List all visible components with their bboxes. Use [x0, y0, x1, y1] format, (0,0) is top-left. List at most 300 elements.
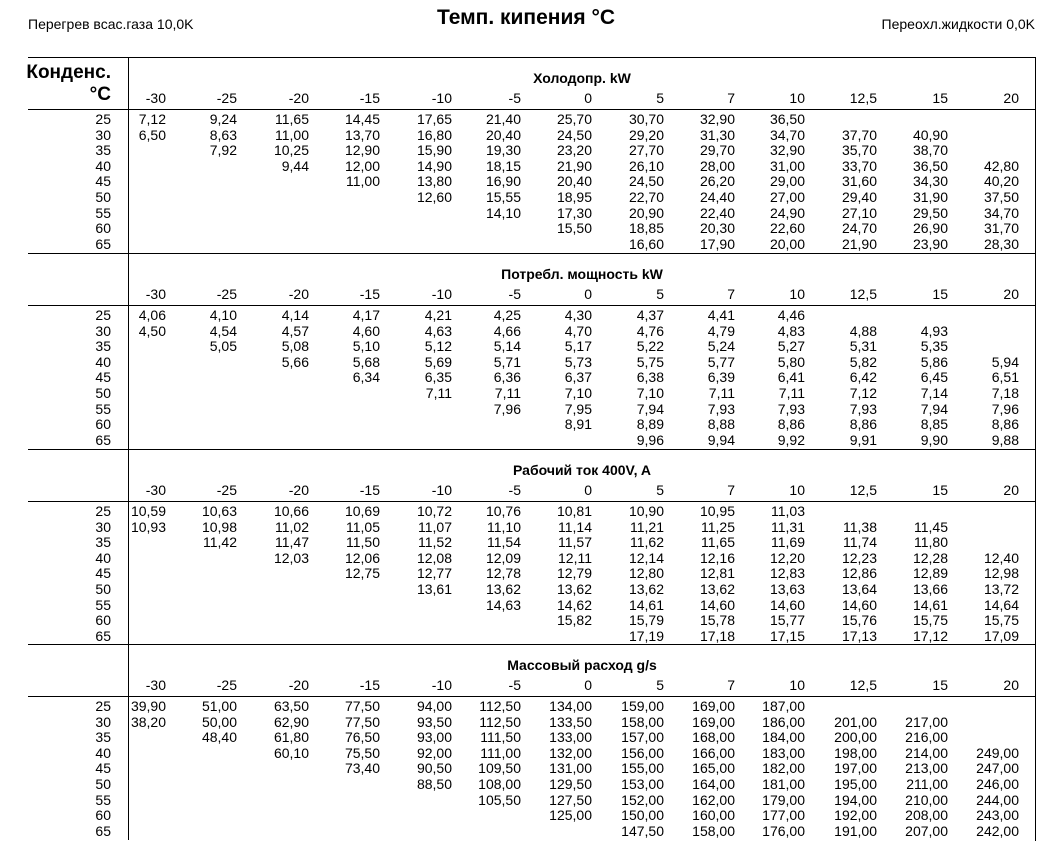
table-cell: 7,11	[778, 385, 805, 401]
table-cell: 11,80	[914, 534, 948, 551]
table-cell: 7,11	[425, 385, 452, 401]
table-cell: 12,83	[769, 565, 805, 582]
cond-temp-label: 50	[95, 776, 111, 792]
table-cell: 24,90	[769, 204, 805, 221]
table-cell: 17,65	[416, 111, 452, 127]
table-cell: 32,90	[769, 142, 805, 159]
table-cell: 217,00	[905, 713, 948, 730]
evap-temp-header: 20	[1003, 286, 1019, 302]
table-cell: 7,18	[991, 385, 1019, 401]
table-cell: 34,30	[912, 173, 948, 190]
superheat-label: Перегрев всас.газа 10,0K	[28, 16, 194, 32]
table-cell: 77,50	[344, 713, 380, 730]
table-cell: 4,54	[209, 322, 237, 339]
table-cell: 4,50	[138, 322, 166, 339]
table-cell: 169,00	[692, 698, 735, 714]
cond-temp-label: 50	[95, 189, 111, 205]
table-cell: 12,79	[556, 565, 592, 582]
table-cell: 4,60	[352, 322, 380, 339]
table-cell: 7,96	[493, 400, 521, 417]
table-cell: 11,50	[346, 534, 380, 551]
table-cell: 216,00	[905, 729, 948, 746]
table-cell: 7,14	[920, 385, 948, 401]
table-cell: 159,00	[621, 698, 664, 714]
cond-temp-label: 30	[95, 126, 111, 143]
evap-temp-header: 0	[584, 90, 592, 106]
header-divider	[28, 305, 1035, 306]
table-cell: 24,40	[699, 189, 735, 205]
table-cell: 4,21	[424, 307, 452, 323]
table-cell: 17,12	[912, 627, 948, 644]
table-cell: 129,50	[549, 776, 592, 792]
table-cell: 4,41	[707, 307, 735, 323]
table-cell: 31,00	[769, 157, 805, 174]
evap-temp-header: -15	[359, 90, 380, 106]
table-cell: 14,60	[699, 596, 735, 613]
evap-temp-header: -25	[216, 677, 237, 693]
table-cell: 38,20	[130, 713, 166, 730]
table-cell: 160,00	[692, 807, 735, 824]
table-cell: 15,76	[841, 612, 877, 629]
table-cell: 34,70	[983, 204, 1019, 221]
table-cell: 243,00	[976, 807, 1019, 824]
evap-temp-header: 12,5	[849, 677, 877, 693]
table-cell: 9,24	[209, 111, 237, 127]
evap-temp-header: -15	[359, 482, 380, 498]
cond-temp-label: 55	[95, 204, 111, 221]
evap-temp-header: 7	[727, 90, 735, 106]
section-divider	[28, 253, 1035, 254]
table-cell: 9,90	[920, 431, 948, 448]
table-cell: 8,85	[920, 416, 948, 433]
table-cell: 13,62	[699, 581, 735, 597]
table-cell: 7,94	[636, 400, 664, 417]
table-cell: 15,79	[628, 612, 664, 629]
evap-temp-header: -20	[288, 677, 309, 693]
table-cell: 127,50	[549, 791, 592, 808]
table-cell: 15,75	[912, 612, 948, 629]
table-cell: 12,03	[273, 549, 309, 566]
table-cell: 166,00	[692, 744, 735, 761]
cond-temp-label: 45	[95, 369, 111, 386]
table-cell: 8,89	[636, 416, 664, 433]
table-cell: 4,66	[493, 322, 521, 339]
header-divider	[28, 696, 1035, 697]
table-cell: 176,00	[762, 822, 805, 839]
table-cell: 165,00	[692, 760, 735, 777]
section-title: Рабочий ток 400V, A	[513, 462, 651, 478]
cond-temp-label: 30	[95, 518, 111, 535]
table-cell: 11,74	[843, 534, 877, 551]
cond-temp-label: 65	[95, 235, 111, 252]
table-cell: 5,08	[281, 338, 309, 355]
table-cell: 5,73	[564, 353, 592, 370]
table-cell: 15,75	[983, 612, 1019, 629]
table-cell: 22,60	[769, 220, 805, 237]
table-cell: 158,00	[621, 713, 664, 730]
table-cell: 109,50	[478, 760, 521, 777]
table-cell: 11,10	[487, 518, 521, 535]
table-cell: 11,21	[630, 518, 664, 535]
table-cell: 14,63	[485, 596, 521, 613]
table-cell: 133,50	[549, 713, 592, 730]
table-cell: 13,72	[983, 581, 1019, 597]
cond-temp-label: 65	[95, 822, 111, 839]
cond-temp-label: 40	[95, 157, 111, 174]
table-cell: 35,70	[841, 142, 877, 159]
table-cell: 11,00	[275, 126, 309, 143]
table-cell: 9,96	[636, 431, 664, 448]
table-cell: 7,95	[564, 400, 592, 417]
table-cell: 7,10	[564, 385, 592, 401]
table-cell: 12,23	[841, 549, 877, 566]
cond-temp-label: 55	[95, 596, 111, 613]
table-cell: 7,92	[209, 142, 237, 159]
table-cell: 12,77	[416, 565, 452, 582]
table-cell: 6,41	[777, 369, 805, 386]
table-cell: 37,70	[841, 126, 877, 143]
table-cell: 14,61	[912, 596, 948, 613]
cond-temp-label: 65	[95, 627, 111, 644]
evap-temp-header: -15	[359, 677, 380, 693]
cond-temp-label: 35	[95, 729, 111, 746]
table-cell: 10,66	[273, 503, 309, 519]
table-cell: 177,00	[762, 807, 805, 824]
table-cell: 16,90	[485, 173, 521, 190]
table-cell: 14,45	[344, 111, 380, 127]
table-cell: 26,90	[912, 220, 948, 237]
table-cell: 24,70	[841, 220, 877, 237]
table-cell: 11,42	[203, 534, 237, 551]
table-cell: 20,00	[769, 235, 805, 252]
table-cell: 8,86	[849, 416, 877, 433]
table-cell: 17,19	[628, 627, 664, 644]
table-cell: 93,50	[416, 713, 452, 730]
table-cell: 5,17	[564, 338, 592, 355]
table-cell: 11,14	[558, 518, 592, 535]
table-cell: 6,39	[707, 369, 735, 386]
table-cell: 31,30	[699, 126, 735, 143]
table-cell: 12,16	[699, 549, 735, 566]
table-cell: 31,70	[983, 220, 1019, 237]
table-cell: 27,10	[841, 204, 877, 221]
table-cell: 11,54	[487, 534, 521, 551]
table-cell: 13,66	[912, 581, 948, 597]
table-cell: 8,86	[991, 416, 1019, 433]
table-cell: 4,17	[352, 307, 380, 323]
cond-temp-label: 50	[95, 581, 111, 597]
cond-temp-label: 60	[95, 612, 111, 629]
table-cell: 5,94	[991, 353, 1019, 370]
table-cell: 181,00	[762, 776, 805, 792]
table-cell: 4,70	[564, 322, 592, 339]
table-cell: 244,00	[976, 791, 1019, 808]
table-cell: 23,90	[912, 235, 948, 252]
table-cell: 29,00	[769, 173, 805, 190]
table-cell: 7,12	[138, 111, 166, 127]
table-cell: 6,51	[991, 369, 1019, 386]
table-cell: 4,46	[777, 307, 805, 323]
evap-temp-header: -25	[216, 286, 237, 302]
table-cell: 15,78	[699, 612, 735, 629]
table-cell: 4,14	[281, 307, 309, 323]
table-cell: 73,40	[344, 760, 380, 777]
table-cell: 4,10	[209, 307, 237, 323]
table-cell: 198,00	[834, 744, 877, 761]
evap-temp-header: 15	[932, 482, 948, 498]
table-cell: 4,25	[493, 307, 521, 323]
table-cell: 11,65	[275, 111, 309, 127]
table-cell: 13,62	[556, 581, 592, 597]
table-cell: 16,60	[628, 235, 664, 252]
table-cell: 15,82	[556, 612, 592, 629]
evap-temp-header: 10	[789, 482, 805, 498]
table-cell: 50,00	[201, 713, 237, 730]
table-cell: 210,00	[905, 791, 948, 808]
table-cell: 19,30	[485, 142, 521, 159]
table-cell: 24,50	[628, 173, 664, 190]
table-cell: 11,07	[418, 518, 452, 535]
table-cell: 214,00	[905, 744, 948, 761]
table-cell: 38,70	[912, 142, 948, 159]
evap-temp-header: -25	[216, 90, 237, 106]
evap-temp-header: -10	[431, 677, 452, 693]
table-cell: 22,70	[628, 189, 664, 205]
table-cell: 14,61	[628, 596, 664, 613]
table-cell: 13,61	[416, 581, 452, 597]
evap-temp-header: 7	[727, 286, 735, 302]
table-cell: 14,60	[841, 596, 877, 613]
table-cell: 16,80	[416, 126, 452, 143]
table-cell: 32,90	[699, 111, 735, 127]
table-cell: 36,50	[769, 111, 805, 127]
evap-temp-header: -30	[145, 482, 166, 498]
table-cell: 12,14	[628, 549, 664, 566]
table-cell: 5,68	[352, 353, 380, 370]
table-cell: 4,76	[636, 322, 664, 339]
table-cell: 5,86	[920, 353, 948, 370]
table-cell: 11,69	[771, 534, 805, 551]
cond-temp-label: 25	[95, 307, 111, 323]
table-cell: 10,81	[556, 503, 592, 519]
table-cell: 12,80	[628, 565, 664, 582]
table-cell: 27,00	[769, 189, 805, 205]
table-cell: 28,00	[699, 157, 735, 174]
table-cell: 15,55	[485, 189, 521, 205]
table-cell: 10,98	[201, 518, 237, 535]
table-cell: 75,50	[344, 744, 380, 761]
table-cell: 18,85	[628, 220, 664, 237]
evap-temp-header: 15	[932, 90, 948, 106]
table-cell: 183,00	[762, 744, 805, 761]
evap-temp-header: 10	[789, 90, 805, 106]
table-cell: 111,50	[480, 729, 521, 746]
evap-temp-header: -20	[288, 482, 309, 498]
table-cell: 90,50	[416, 760, 452, 777]
table-cell: 4,63	[424, 322, 452, 339]
table-cell: 15,50	[556, 220, 592, 237]
table-cell: 14,64	[983, 596, 1019, 613]
table-cell: 94,00	[416, 698, 452, 714]
cond-temp-label: 40	[95, 353, 111, 370]
table-cell: 9,92	[777, 431, 805, 448]
evap-temp-header: -5	[508, 677, 521, 693]
table-cell: 11,45	[914, 518, 948, 535]
table-cell: 11,02	[275, 518, 309, 535]
evap-temp-header: 5	[656, 677, 664, 693]
table-cell: 11,00	[346, 173, 380, 190]
table-cell: 21,40	[485, 111, 521, 127]
table-cell: 77,50	[344, 698, 380, 714]
evap-temp-header: 20	[1003, 482, 1019, 498]
cond-temp-label: 35	[95, 338, 111, 355]
table-cell: 201,00	[834, 713, 877, 730]
table-cell: 179,00	[762, 791, 805, 808]
table-cell: 25,70	[556, 111, 592, 127]
table-cell: 12,86	[841, 565, 877, 582]
table-cell: 24,50	[556, 126, 592, 143]
evap-temp-header: 7	[727, 482, 735, 498]
table-cell: 7,93	[849, 400, 877, 417]
table-cell: 162,00	[692, 791, 735, 808]
table-cell: 108,00	[478, 776, 521, 792]
evap-temp-header: 0	[584, 286, 592, 302]
table-cell: 12,09	[485, 549, 521, 566]
table-cell: 60,10	[273, 744, 309, 761]
evap-temp-header: 12,5	[849, 482, 877, 498]
evap-temp-header: -5	[508, 482, 521, 498]
evap-temp-header: 20	[1003, 90, 1019, 106]
table-cell: 21,90	[556, 157, 592, 174]
section-title: Холодопр. kW	[533, 70, 631, 86]
table-cell: 8,88	[707, 416, 735, 433]
table-cell: 7,11	[708, 385, 735, 401]
table-cell: 63,50	[273, 698, 309, 714]
table-cell: 20,40	[485, 126, 521, 143]
table-cell: 26,20	[699, 173, 735, 190]
table-cell: 6,34	[352, 369, 380, 386]
table-cell: 17,15	[769, 627, 805, 644]
evap-temp-header: -30	[145, 90, 166, 106]
table-cell: 12,11	[558, 549, 592, 566]
table-cell: 29,50	[912, 204, 948, 221]
table-cell: 8,86	[777, 416, 805, 433]
table-cell: 12,78	[485, 565, 521, 582]
table-cell: 12,90	[344, 142, 380, 159]
table-cell: 92,00	[416, 744, 452, 761]
table-cell: 242,00	[976, 822, 1019, 839]
table-cell: 21,90	[841, 235, 877, 252]
table-cell: 5,71	[493, 353, 521, 370]
table-cell: 105,50	[478, 791, 521, 808]
table-cell: 168,00	[692, 729, 735, 746]
table-cell: 61,80	[273, 729, 309, 746]
cond-temp-label: 35	[95, 534, 111, 551]
evap-temp-header: -15	[359, 286, 380, 302]
evap-temp-header: 12,5	[849, 286, 877, 302]
table-cell: 15,77	[769, 612, 805, 629]
table-cell: 158,00	[692, 822, 735, 839]
cond-temp-label: 40	[95, 549, 111, 566]
table-cell: 157,00	[621, 729, 664, 746]
table-cell: 10,90	[628, 503, 664, 519]
table-cell: 12,00	[344, 157, 380, 174]
cond-temp-label: 35	[95, 142, 111, 159]
table-cell: 5,27	[777, 338, 805, 355]
table-cell: 4,57	[281, 322, 309, 339]
evap-temp-header: 12,5	[849, 90, 877, 106]
evap-temp-header: -20	[288, 286, 309, 302]
table-cell: 207,00	[905, 822, 948, 839]
evap-temp-header: 5	[656, 90, 664, 106]
table-cell: 5,12	[424, 338, 452, 355]
table-cell: 246,00	[976, 776, 1019, 792]
table-cell: 191,00	[834, 822, 877, 839]
table-cell: 9,91	[849, 431, 877, 448]
cond-temp-label: 60	[95, 807, 111, 824]
table-cell: 7,11	[494, 385, 521, 401]
table-cell: 5,22	[636, 338, 664, 355]
evap-temp-header: -30	[145, 286, 166, 302]
evap-temp-header: 5	[656, 482, 664, 498]
table-cell: 153,00	[621, 776, 664, 792]
table-cell: 169,00	[692, 713, 735, 730]
cond-temp-label: 25	[95, 503, 111, 519]
cond-temp-label: 30	[95, 713, 111, 730]
table-cell: 150,00	[621, 807, 664, 824]
evap-temp-header: -10	[431, 90, 452, 106]
table-cell: 7,94	[920, 400, 948, 417]
table-cell: 8,63	[209, 126, 237, 143]
table-cell: 197,00	[834, 760, 877, 777]
table-cell: 76,50	[344, 729, 380, 746]
table-cell: 156,00	[621, 744, 664, 761]
evap-temp-header: -10	[431, 286, 452, 302]
evap-temp-header: -20	[288, 90, 309, 106]
table-cell: 23,20	[556, 142, 592, 159]
table-cell: 7,96	[991, 400, 1019, 417]
table-cell: 10,59	[130, 503, 166, 519]
table-cell: 134,00	[549, 698, 592, 714]
evap-temp-header: -30	[145, 677, 166, 693]
evap-temp-header: -10	[431, 482, 452, 498]
table-cell: 13,64	[841, 581, 877, 597]
table-cell: 11,25	[701, 518, 735, 535]
table-cell: 37,50	[983, 189, 1019, 205]
table-cell: 51,00	[201, 698, 237, 714]
table-cell: 10,25	[273, 142, 309, 159]
table-cell: 93,00	[416, 729, 452, 746]
table-cell: 6,45	[920, 369, 948, 386]
table-cell: 20,40	[556, 173, 592, 190]
table-cell: 132,00	[549, 744, 592, 761]
cond-temp-label: 45	[95, 760, 111, 777]
cond-temp-label: 45	[95, 565, 111, 582]
section-title: Потребл. мощность kW	[501, 266, 663, 282]
table-cell: 11,31	[771, 518, 805, 535]
table-cell: 5,14	[493, 338, 521, 355]
table-cell: 4,88	[849, 322, 877, 339]
table-cell: 48,40	[201, 729, 237, 746]
page-title: Темп. кипения °C	[436, 6, 616, 29]
table-cell: 9,44	[281, 157, 309, 174]
evap-temp-header: 0	[584, 482, 592, 498]
table-cell: 40,20	[983, 173, 1019, 190]
table-cell: 5,10	[352, 338, 380, 355]
table-cell: 20,90	[628, 204, 664, 221]
table-cell: 40,90	[912, 126, 948, 143]
table-cell: 155,00	[621, 760, 664, 777]
